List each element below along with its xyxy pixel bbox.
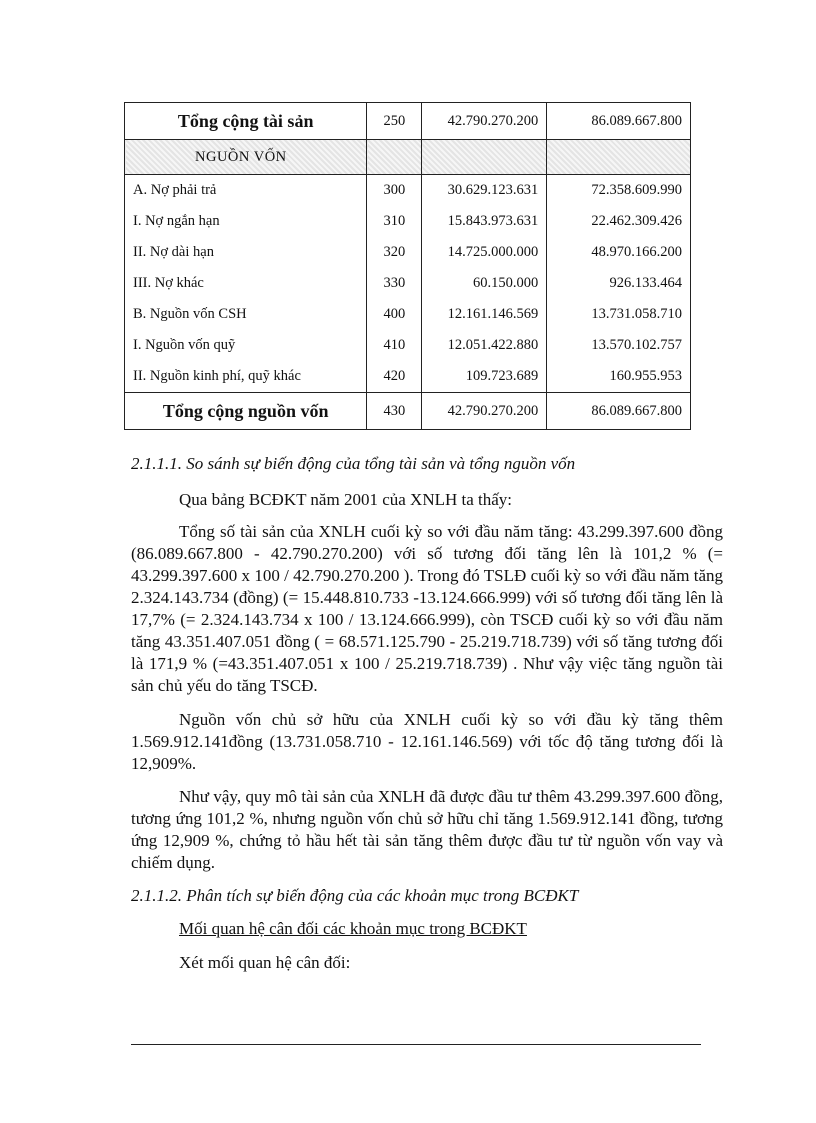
row-label: I. Nợ ngắn hạn xyxy=(125,206,367,237)
begin-value: 12.161.146.569 xyxy=(422,299,547,330)
row-code: 430 xyxy=(367,393,422,430)
table-row xyxy=(125,299,691,330)
section-header-row xyxy=(125,140,691,175)
table-row xyxy=(125,268,691,299)
row-code: 420 xyxy=(367,361,422,393)
begin-value: 42.790.270.200 xyxy=(422,393,547,430)
row-code: 320 xyxy=(367,237,422,268)
subheading: Mối quan hệ cân đối các khoản mục trong BCĐKT xyxy=(179,919,527,938)
row-code: 330 xyxy=(367,268,422,299)
begin-value: 109.723.689 xyxy=(422,361,547,393)
row-label: Tổng cộng tài sản xyxy=(125,103,367,140)
begin-value: 15.843.973.631 xyxy=(422,206,547,237)
row-code: 410 xyxy=(367,330,422,361)
paragraph-total-assets: Tổng số tài sản của XNLH cuối kỳ so với đầu năm tăng: 43.299.397.600 đồng (86.089.667.800 - 42.790.270.200) với số tương đối tăng lên là 101,2 % (= 43.299.397.600 x 100 / 42.790.270.200 ). Trong đó TSLĐ cuối kỳ so với đầu năm tăng 2.324.143.734 (đồng) (= 15.448.810.733 -13.124.666.999) với số tương đối tăng lên là 17,7% (= 2.324.143.734 x 100 / 13.124.666.999), còn TSCĐ cuối kỳ so với đầu năm tăng 43.351.407.051 đồng ( = 68.571.125.790 - 25.219.718.739) với số tăng tương đối là 171,9 % (=43.351.407.051 x 100 / 25.219.718.739) . Như vậy việc tăng nguồn tài sản chủ yếu do tăng TSCĐ. xyxy=(131,522,723,695)
paragraph-balance-relation: Xét mối quan hệ cân đối: xyxy=(179,953,351,972)
total-sources-row xyxy=(125,393,691,430)
end-value: 22.462.309.426 xyxy=(547,206,691,237)
balance-sheet-table xyxy=(124,102,691,430)
row-label: Tổng cộng nguồn vốn xyxy=(125,393,367,430)
row-label: A. Nợ phải trả xyxy=(125,175,367,207)
section-header: NGUỒN VỐN xyxy=(125,140,367,175)
footer-divider xyxy=(131,1044,701,1045)
end-value: 160.955.953 xyxy=(547,361,691,393)
row-label: I. Nguồn vốn quỹ xyxy=(125,330,367,361)
paragraph-conclusion: Như vậy, quy mô tài sản của XNLH đã được đầu tư thêm 43.299.397.600 đồng, tương ứng 101,2 %, nhưng nguồn vốn chủ sở hữu chỉ tăng 1.569.912.141 đồng, tương ứng 12,909 %, chứng tỏ hầu hết tài sản tăng thêm được đầu tư từ nguồn vốn vay và chiếm dụng. xyxy=(131,787,723,872)
table-row xyxy=(125,330,691,361)
end-value: 926.133.464 xyxy=(547,268,691,299)
section-heading-2-1-1-1: 2.1.1.1. So sánh sự biến động của tổng tài sản và tổng nguồn vốn xyxy=(131,454,576,473)
row-code: 310 xyxy=(367,206,422,237)
end-value: 72.358.609.990 xyxy=(547,175,691,207)
table-row xyxy=(125,175,691,207)
row-label: III. Nợ khác xyxy=(125,268,367,299)
row-label: B. Nguồn vốn CSH xyxy=(125,299,367,330)
begin-value: 14.725.000.000 xyxy=(422,237,547,268)
begin-value: 42.790.270.200 xyxy=(422,103,547,140)
paragraph-intro: Qua bảng BCĐKT năm 2001 của XNLH ta thấy: xyxy=(179,490,513,509)
table-row xyxy=(125,206,691,237)
table-row xyxy=(125,361,691,393)
begin-value: 12.051.422.880 xyxy=(422,330,547,361)
end-value: 48.970.166.200 xyxy=(547,237,691,268)
total-assets-row xyxy=(125,103,691,140)
end-value: 86.089.667.800 xyxy=(547,393,691,430)
begin-value: 60.150.000 xyxy=(422,268,547,299)
row-label: II. Nguồn kinh phí, quỹ khác xyxy=(125,361,367,393)
end-value: 13.570.102.757 xyxy=(547,330,691,361)
section-heading-2-1-1-2: 2.1.1.2. Phân tích sự biến động của các khoản mục trong BCĐKT xyxy=(131,886,579,905)
end-value: 13.731.058.710 xyxy=(547,299,691,330)
paragraph-equity: Nguồn vốn chủ sở hữu của XNLH cuối kỳ so với đầu kỳ tăng thêm 1.569.912.141đồng (13.731.058.710 - 12.161.146.569) với tốc độ tăng tương đối là 12,909%. xyxy=(131,710,723,773)
row-code: 250 xyxy=(367,103,422,140)
table-row xyxy=(125,237,691,268)
begin-value: 30.629.123.631 xyxy=(422,175,547,207)
row-code: 400 xyxy=(367,299,422,330)
row-code: 300 xyxy=(367,175,422,207)
end-value: 86.089.667.800 xyxy=(547,103,691,140)
row-label: II. Nợ dài hạn xyxy=(125,237,367,268)
